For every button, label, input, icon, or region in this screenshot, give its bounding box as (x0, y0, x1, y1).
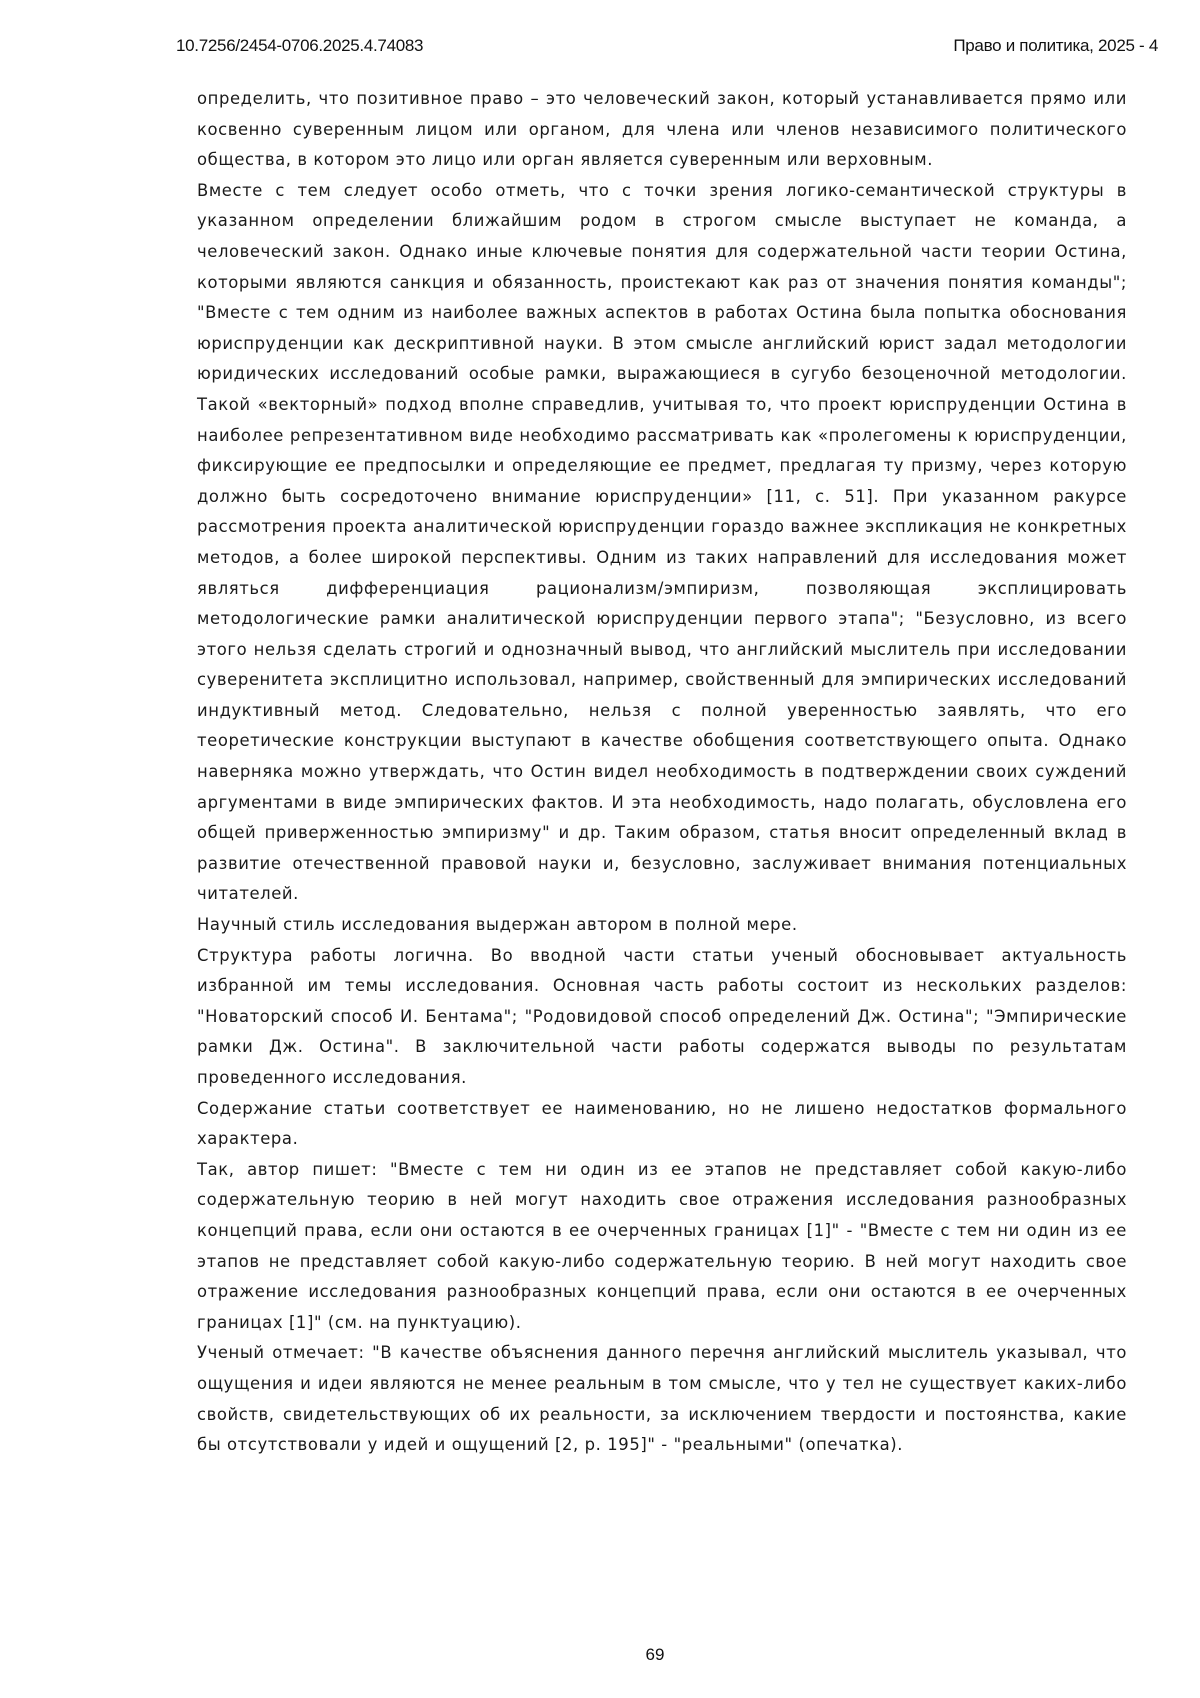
paragraph: Научный стиль исследования выдержан автором в полной мере. (197, 910, 1127, 941)
paragraph: Вместе с тем следует особо отметь, что с точки зрения логико-семантической структуры в указанном определении ближайшим родом в строгом смысле выступает не команда, а человеческий закон. Однако иные ключевые понятия для содержательной части теории Остина, которыми являются санкция и обязанность, проистекают как раз от значения понятия команды"; "Вместе с тем одним из наиболее важных аспектов в работах Остина была попытка обоснования юриспруденции как дескриптивной науки. В этом смысле английский юрист задал методологии юридических исследований особые рамки, выражающиеся в сугубо безоценочной методологии. Такой «векторный» подход вполне справедлив, учитывая то, что проект юриспруденции Остина в наиболее репрезентативном виде необходимо рассматривать как «пролегомены к юриспруденции, фиксирующие ее предпосылки и определяющие ее предмет, предлагая ту призму, через которую должно быть сосредоточено внимание юриспруденции» [11, с. 51]. При указанном ракурсе рассмотрения проекта аналитической юриспруденции гораздо важнее экспликация не конкретных методов, а более широкой перспективы. Одним из таких направлений для исследования может являться дифференциация рационализм/эмпиризм, позволяющая эксплицировать методологические рамки аналитической юриспруденции первого этапа"; "Безусловно, из всего этого нельзя сделать строгий и однозначный вывод, что английский мыслитель при исследовании суверенитета эксплицитно использовал, например, свойственный для эмпирических исследований индуктивный метод. Следовательно, нельзя с полной уверенностью заявлять, что его теоретические конструкции выступают в качестве обобщения соответствующего опыта. Однако наверняка можно утверждать, что Остин видел необходимость в подтверждении своих суждений аргументами в виде эмпирических фактов. И эта необходимость, надо полагать, обусловлена его общей приверженностью эмпиризму" и др. Таким образом, статья вносит определенный вклад в развитие отечественной правовой науки и, безусловно, заслуживает внимания потенциальных читателей. (197, 176, 1127, 910)
paragraph: Структура работы логична. Во вводной части статьи ученый обосновывает актуальность избранной им темы исследования. Основная часть работы состоит из нескольких разделов: "Новаторский способ И. Бентама"; "Родовидовой способ определений Дж. Остина"; "Эмпирические рамки Дж. Остина". В заключительной части работы содержатся выводы по результатам проведенного исследования. (197, 941, 1127, 1094)
page-header (176, 36, 1158, 64)
article-body (197, 84, 1127, 1461)
paragraph: Содержание статьи соответствует ее наименованию, но не лишено недостатков формального характера. (197, 1094, 1127, 1155)
doi-label: 10.7256/2454-0706.2025.4.74083 (176, 36, 423, 56)
paragraph: определить, что позитивное право – это человеческий закон, который устанавливается прямо или косвенно суверенным лицом или органом, для члена или членов независимого политического общества, в котором это лицо или орган является суверенным или верховным. (197, 84, 1127, 176)
paragraph: Ученый отмечает: "В качестве объяснения данного перечня английский мыслитель указывал, что ощущения и идеи являются не менее реальным в том смысле, что у тел не существует каких-либо свойств, свидетельствующих об их реальности, за исключением твердости и постоянства, какие бы отсутствовали у идей и ощущений [2, р. 195]" - "реальными" (опечатка). (197, 1338, 1127, 1460)
paragraph: Так, автор пишет: "Вместе с тем ни один из ее этапов не представляет собой какую-либо содержательную теорию в ней могут находить свое отражения исследования разнообразных концепций права, если они остаются в ее очерченных границах [1]" - "Вместе с тем ни один из ее этапов не представляет собой какую-либо содержательную теорию. В ней могут находить свое отражение исследования разнообразных концепций права, если они остаются в ее очерченных границах [1]" (см. на пунктуацию). (197, 1155, 1127, 1339)
page-number: 69 (0, 1645, 1200, 1665)
journal-title: Право и политика, 2025 - 4 (953, 36, 1158, 56)
